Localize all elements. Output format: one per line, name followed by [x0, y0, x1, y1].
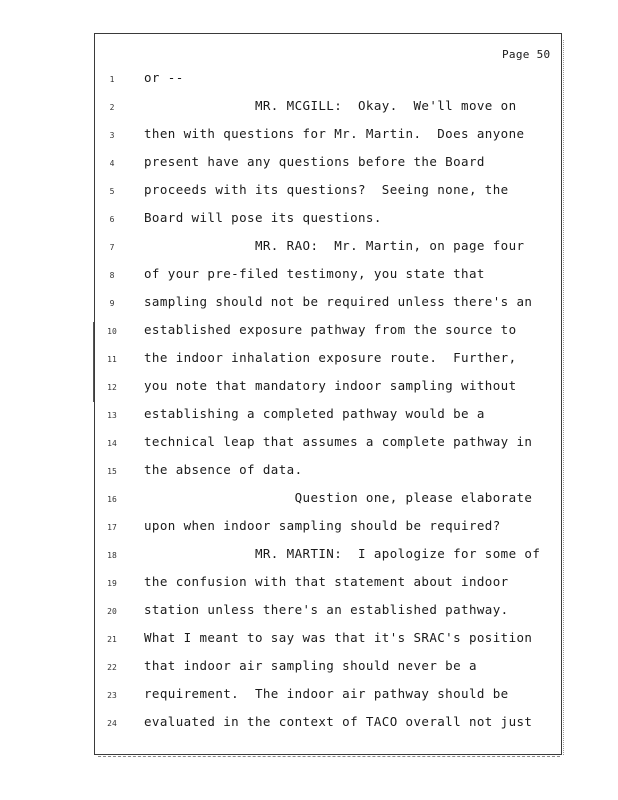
transcript-line: [0, 686, 618, 706]
line-number: 22: [107, 663, 117, 672]
transcript-line: [0, 266, 618, 286]
transcript-line: [0, 630, 618, 650]
transcript-line: [0, 154, 618, 174]
transcript-line: [0, 658, 618, 678]
line-text: of your pre-filed testimony, you state that: [144, 266, 485, 281]
line-number: 1: [109, 75, 115, 84]
line-text: present have any questions before the Board: [144, 154, 485, 169]
transcript-line: [0, 490, 618, 510]
line-number: 16: [107, 495, 117, 504]
page-number: Page 50: [502, 48, 551, 61]
line-text: the absence of data.: [144, 462, 303, 477]
line-text: then with questions for Mr. Martin. Does anyone: [144, 126, 525, 141]
line-number: 3: [109, 131, 115, 140]
line-text: the indoor inhalation exposure route. Further,: [144, 350, 517, 365]
transcript-line: [0, 98, 618, 118]
transcript-line: [0, 350, 618, 370]
transcript-line: [0, 210, 618, 230]
line-number: 19: [107, 579, 117, 588]
line-number: 2: [109, 103, 115, 112]
line-number: 7: [109, 243, 115, 252]
line-text: evaluated in the context of TACO overall not just: [144, 714, 533, 729]
transcript-line: [0, 518, 618, 538]
line-text: What I meant to say was that it's SRAC's position: [144, 630, 533, 645]
transcript-line: [0, 378, 618, 398]
line-text: or --: [144, 70, 184, 85]
line-number: 20: [107, 607, 117, 616]
transcript-line: [0, 182, 618, 202]
line-number: 15: [107, 467, 117, 476]
line-number: 5: [109, 187, 115, 196]
line-number: 17: [107, 523, 117, 532]
line-text: technical leap that assumes a complete pathway in: [144, 434, 533, 449]
transcript-line: [0, 434, 618, 454]
line-text: Board will pose its questions.: [144, 210, 382, 225]
line-number: 9: [109, 299, 115, 308]
line-text: establishing a completed pathway would be a: [144, 406, 485, 421]
line-text: established exposure pathway from the source to: [144, 322, 517, 337]
transcript-line: [0, 70, 618, 90]
line-text: you note that mandatory indoor sampling without: [144, 378, 517, 393]
line-text: MR. MCGILL: Okay. We'll move on: [144, 98, 517, 113]
line-text: upon when indoor sampling should be required?: [144, 518, 501, 533]
transcript-line: [0, 238, 618, 258]
transcript-line: [0, 602, 618, 622]
line-text: sampling should not be required unless there's an: [144, 294, 533, 309]
line-number: 24: [107, 719, 117, 728]
transcript-line: [0, 126, 618, 146]
line-text: MR. RAO: Mr. Martin, on page four: [144, 238, 525, 253]
transcript-line: [0, 714, 618, 734]
line-number: 14: [107, 439, 117, 448]
line-number: 21: [107, 635, 117, 644]
transcript-line: [0, 294, 618, 314]
line-text: station unless there's an established pathway.: [144, 602, 509, 617]
line-text: that indoor air sampling should never be a: [144, 658, 477, 673]
line-number: 8: [109, 271, 115, 280]
line-number: 11: [107, 355, 117, 364]
transcript-line: [0, 574, 618, 594]
line-text: MR. MARTIN: I apologize for some of: [144, 546, 541, 561]
line-number: 13: [107, 411, 117, 420]
line-number: 4: [109, 159, 115, 168]
line-text: Question one, please elaborate: [144, 490, 533, 505]
line-number: 12: [107, 383, 117, 392]
line-number: 10: [107, 327, 117, 336]
transcript-line: [0, 462, 618, 482]
transcript-line: [0, 546, 618, 566]
line-text: the confusion with that statement about indoor: [144, 574, 509, 589]
line-text: requirement. The indoor air pathway should be: [144, 686, 509, 701]
transcript-line: [0, 406, 618, 426]
line-number: 18: [107, 551, 117, 560]
transcript-line: [0, 322, 618, 342]
line-text: proceeds with its questions? Seeing none, the: [144, 182, 509, 197]
line-number: 23: [107, 691, 117, 700]
bottom-rule: [98, 754, 560, 757]
line-number: 6: [109, 215, 115, 224]
